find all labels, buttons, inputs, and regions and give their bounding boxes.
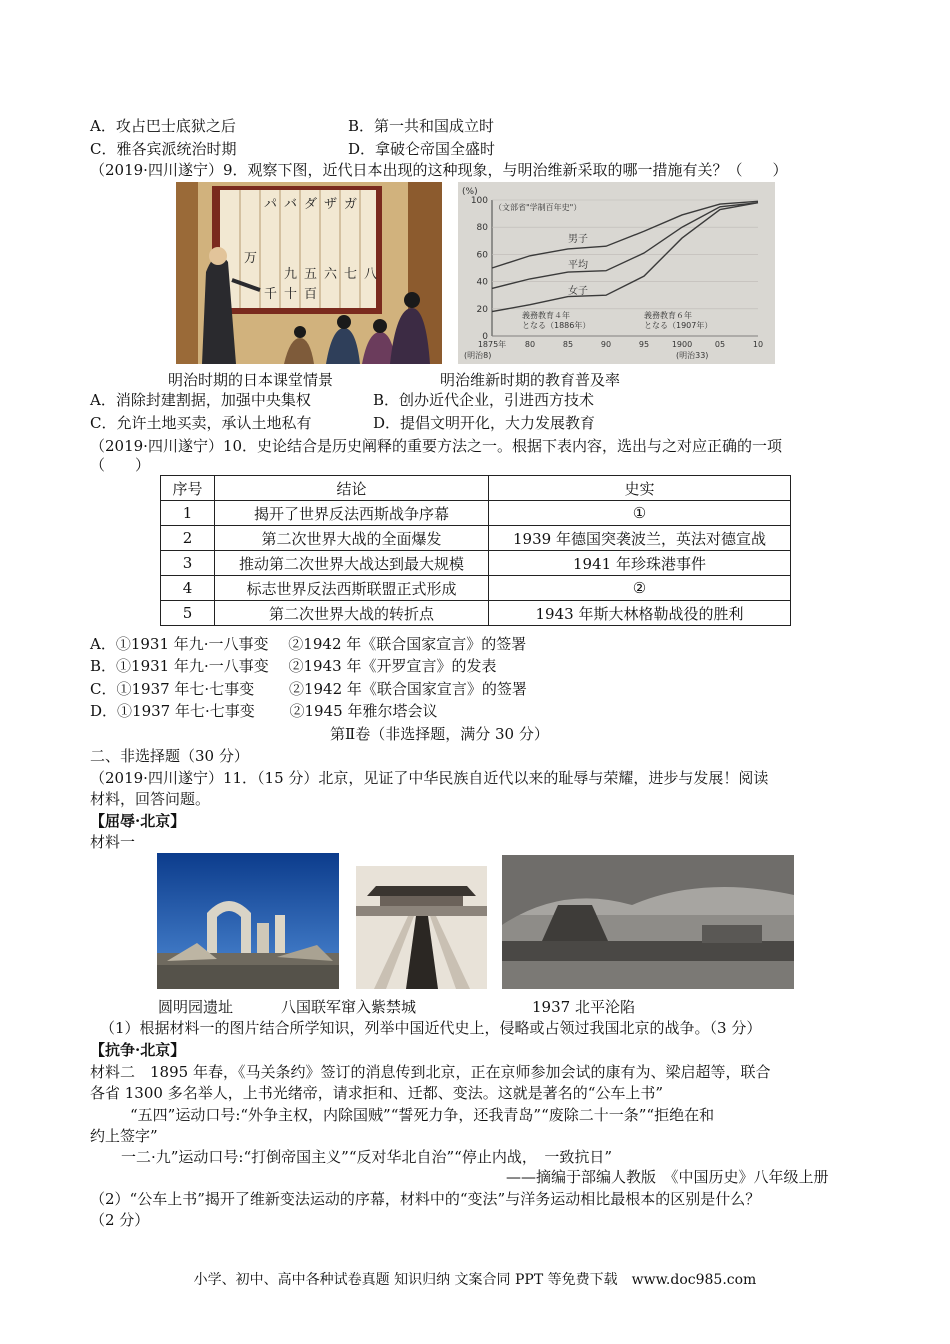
q8-option-d: D．拿破仑帝国全盛时 (348, 140, 496, 158)
svg-text:バ: バ (284, 197, 298, 212)
q9-option-a: A．消除封建割据，加强中央集权 (90, 391, 311, 409)
x-tick-label: 80 (524, 340, 536, 349)
q10-option-b: B．①1931 年九·一八事变 ②1943 年《开罗宣言》的发表 (90, 657, 497, 675)
q8-option-b: B．第一共和国成立时 (348, 117, 495, 135)
table-cell: ② (489, 576, 791, 601)
q8-option-a: A．攻占巴士底狱之后 (90, 117, 236, 135)
x-tick-label: 1900 (671, 340, 693, 349)
chart-note-1a: 義務教育４年 (522, 311, 570, 320)
table-cell: 揭开了世界反法西斯战争序幕 (215, 501, 489, 526)
svg-text:八: 八 (364, 267, 378, 282)
q11-sub1: （1）根据材料一的图片结合所学知识，列举中国近代史上，侵略或占领过我国北京的战争。（3 分） (100, 1019, 762, 1037)
table-row (161, 601, 791, 626)
table-cell: 第二次世界大战的全面爆发 (215, 526, 489, 551)
x-tick-label: 05 (714, 340, 726, 349)
table-cell: 1941 年珍珠港事件 (489, 551, 791, 576)
table-header-row (161, 476, 791, 501)
q11-sub2-score: （2 分） (90, 1211, 150, 1229)
y-tick-label: 80 (476, 223, 488, 234)
table-cell: 第二次世界大战的转折点 (215, 601, 489, 626)
table-cell: 1 (161, 501, 215, 526)
series-label-female: 女子 (568, 286, 588, 297)
page-footer: 小学、初中、高中各种试卷真题 知识归纳 文案合同 PPT 等免费下载 www.doc985.com (193, 1272, 757, 1288)
x-tick-label: 10 (752, 340, 764, 349)
q10-option-d: D．①1937 年七·七事变 ②1945 年雅尔塔会议 (90, 702, 438, 720)
education-rate-chart-svg (458, 182, 775, 364)
material-source: ——摘编于部编人教版 《中国历史》八年级上册 (506, 1168, 829, 1186)
q9-stem: （2019·四川遂宁）9．观察下图，近代日本出现的这种现象，与明治维新采取的哪一措施有关？（ ） (90, 161, 788, 179)
table-cell: 5 (161, 601, 215, 626)
series-line (492, 203, 758, 312)
svg-text:ガ: ガ (344, 197, 358, 212)
table-row (161, 576, 791, 601)
yuanmingyuan-ruins-image (157, 853, 339, 989)
caption-beiping: 1937 北平沦陷 (532, 998, 635, 1016)
material-2-line-5: 一二·九”运动口号:“打倒帝国主义”“反对华北自治”“停止内战， 一致抗日” (121, 1148, 613, 1166)
q10-option-c: C．①1937 年七·七事变 ②1942 年《联合国家宣言》的签署 (90, 680, 527, 698)
svg-text:五: 五 (304, 267, 318, 282)
heading-quru: 【屈辱·北京】 (90, 812, 186, 830)
svg-text:百: 百 (304, 287, 318, 302)
table-cell: 推动第二次世界大战达到最大规模 (215, 551, 489, 576)
section-heading: 二、非选择题（30 分） (90, 747, 249, 765)
y-tick-label: 40 (476, 277, 488, 288)
photo-forbidden-city (356, 866, 487, 989)
chart-meiji8: (明治8) (464, 351, 492, 360)
photo-beiping (502, 855, 794, 989)
photo-yuanmingyuan (157, 853, 339, 989)
classroom-illustration (176, 182, 442, 364)
forbidden-city-image (356, 866, 487, 989)
y-tick-label: 20 (476, 304, 488, 315)
material-2-line-3: “五四”运动口号:“外争主权，内除国贼”“誓死力争，还我青岛”“废除二十一条”“拒绝在和 (130, 1106, 715, 1124)
series-label-male: 男子 (568, 234, 588, 245)
material-1-label: 材料一 (90, 833, 136, 851)
caption-yuanmingyuan: 圆明园遗址 (158, 998, 234, 1016)
chart-source: （文部省"学制百年史"） (494, 203, 582, 212)
q10-stem: （2019·四川遂宁）10．史论结合是历史阐释的重要方法之一。根据下表内容，选出与之对应正确的一项 (90, 437, 783, 455)
x-tick-label: 1875年 (477, 340, 507, 349)
y-tick-label: 0 (482, 332, 488, 342)
chart-note-2a: 義務教育６年 (644, 311, 692, 320)
table-row (161, 526, 791, 551)
svg-text:ダ: ダ (304, 197, 318, 212)
series-label-avg: 平均 (568, 260, 588, 271)
q10-option-a: A．①1931 年九·一八事变 ②1942 年《联合国家宣言》的签署 (90, 635, 527, 653)
x-tick-label: 85 (562, 340, 574, 349)
x-tick-label: 95 (638, 340, 650, 349)
svg-text:千: 千 (264, 287, 278, 302)
q8-option-c: C．雅各宾派统治时期 (90, 140, 237, 158)
y-tick-label: 100 (470, 196, 488, 206)
caption-classroom: 明治时期的日本课堂情景 (168, 371, 334, 389)
table-cell: 1943 年斯大林格勒战役的胜利 (489, 601, 791, 626)
q9-option-d: D．提倡文明开化，大力发展教育 (373, 414, 596, 432)
svg-text:十: 十 (284, 287, 298, 302)
caption-education-chart: 明治维新时期的教育普及率 (440, 371, 621, 389)
volume-title: 第Ⅱ卷（非选择题，满分 30 分） (330, 725, 549, 743)
q11-stem-cont: 材料，回答问题。 (90, 790, 211, 808)
table-cell: ① (489, 501, 791, 526)
table-header: 史实 (489, 476, 791, 501)
chart-note-2b: となる（1907年） (644, 321, 713, 330)
svg-text:九: 九 (284, 267, 298, 282)
svg-text:ザ: ザ (324, 197, 338, 212)
table-cell: 3 (161, 551, 215, 576)
material-2-line-2: 各省 1300 多名举人，上书光绪帝，请求拒和、迁都、变法。这就是著名的“公车上书” (90, 1084, 664, 1102)
material-2-line-1: 材料二 1895 年春，《马关条约》签订的消息传到北京，正在京师参加会试的康有为、梁启超等，联合 (90, 1063, 771, 1081)
beiping-fall-image (502, 855, 794, 989)
svg-text:六: 六 (324, 267, 338, 282)
q10-stem-bracket: （ ） (90, 456, 151, 474)
chart-y-unit: (%) (462, 187, 478, 197)
history-table (160, 475, 791, 626)
x-tick-label: 90 (600, 340, 612, 349)
q9-option-c: C．允许土地买卖，承认土地私有 (90, 414, 312, 432)
q11-stem: （2019·四川遂宁）11．（15 分）北京，见证了中华民族自近代以来的耻辱与荣耀，进步与发展！阅读 (90, 769, 769, 787)
chart-note-1b: となる（1886年） (522, 321, 591, 330)
series-line (492, 203, 758, 289)
svg-text:七: 七 (344, 267, 358, 282)
table-header: 结论 (215, 476, 489, 501)
table-cell: 标志世界反法西斯联盟正式形成 (215, 576, 489, 601)
table-row (161, 551, 791, 576)
caption-forbidden-city: 八国联军窜入紫禁城 (281, 998, 417, 1016)
y-tick-label: 60 (476, 250, 488, 261)
chart-meiji33: (明治33) (676, 351, 709, 360)
table-cell: 1939 年德国突袭波兰，英法对德宣战 (489, 526, 791, 551)
svg-text:万: 万 (244, 251, 258, 266)
classroom-image (176, 182, 442, 364)
heading-kangzheng: 【抗争·北京】 (90, 1041, 186, 1059)
q9-option-b: B．创办近代企业，引进西方技术 (373, 391, 595, 409)
education-rate-chart (458, 182, 775, 364)
material-2-line-4: 约上签字” (90, 1127, 158, 1145)
q11-sub2: （2）“公车上书”揭开了维新变法运动的序幕，材料中的“变法”与洋务运动相比最根本的区别是什么？ (90, 1190, 761, 1208)
table-cell: 2 (161, 526, 215, 551)
table-cell: 4 (161, 576, 215, 601)
svg-text:パ: パ (264, 197, 278, 212)
table-header: 序号 (161, 476, 215, 501)
table-row (161, 501, 791, 526)
